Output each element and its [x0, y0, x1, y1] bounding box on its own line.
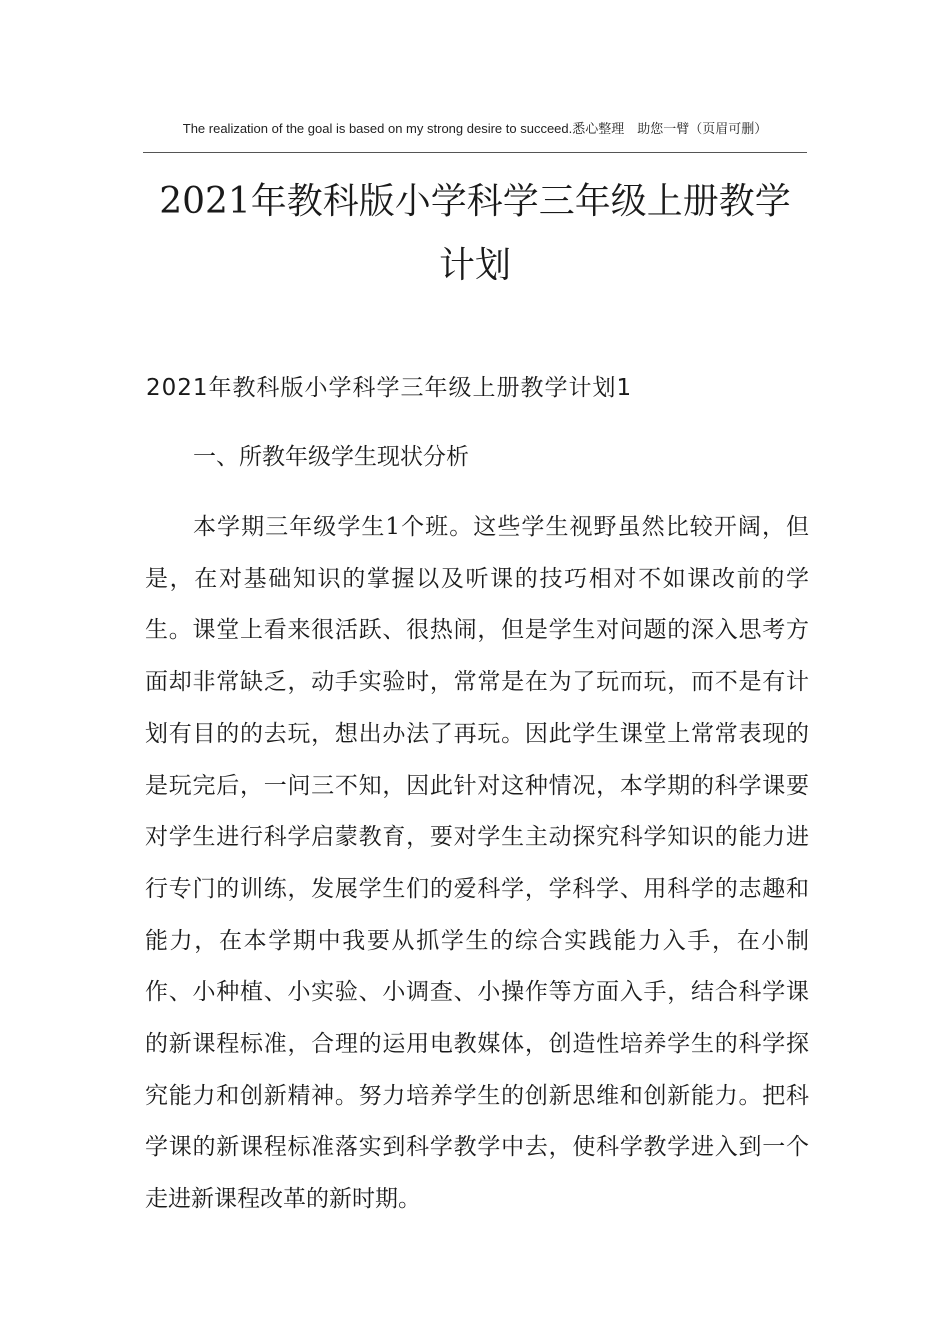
section-heading: 2021年教科版小学科学三年级上册教学计划1 — [146, 375, 633, 401]
page-header-text: The realization of the goal is based on my strong desire to succeed.悉心整理 助您一臂（页眉可删） — [182, 121, 768, 136]
body-paragraph: 本学期三年级学生1个班。这些学生视野虽然比较开阔，但是，在对基础知识的掌握以及听课的技巧相对不如课改前的学生。课堂上看来很活跃、很热闹，但是学生对问题的深入思考方面却非常缺乏，动手实验时，常常是在为了玩而玩，而不是有计划有目的的去玩，想出办法了再玩。因此学生课堂上常常表现的是玩完后，一问三不知，因此针对这种情况，本学期的科学课要对学生进行科学启蒙教育，要对学生主动探究科学知识的能力进行专门的训练，发展学生们的爱科学，学科学、用科学的志趣和能力，在本学期中我要从抓学生的综合实践能力入手，在小制作、小种植、小实验、小调查、小操作等方面入手，结合科学课的新课程标准，合理的运用电教媒体，创造性培养学生的科学探究能力和创新精神。努力培养学生的创新思维和创新能力。把科学课的新课程标准落实到科学教学中去，使科学教学进入到一个走进新课程改革的新时期。 — [145, 514, 809, 1213]
header-divider — [143, 152, 807, 153]
subheading: 一、所教年级学生现状分析 — [193, 444, 469, 470]
document-title: 2021年教科版小学科学三年级上册教学计划 — [159, 181, 791, 286]
